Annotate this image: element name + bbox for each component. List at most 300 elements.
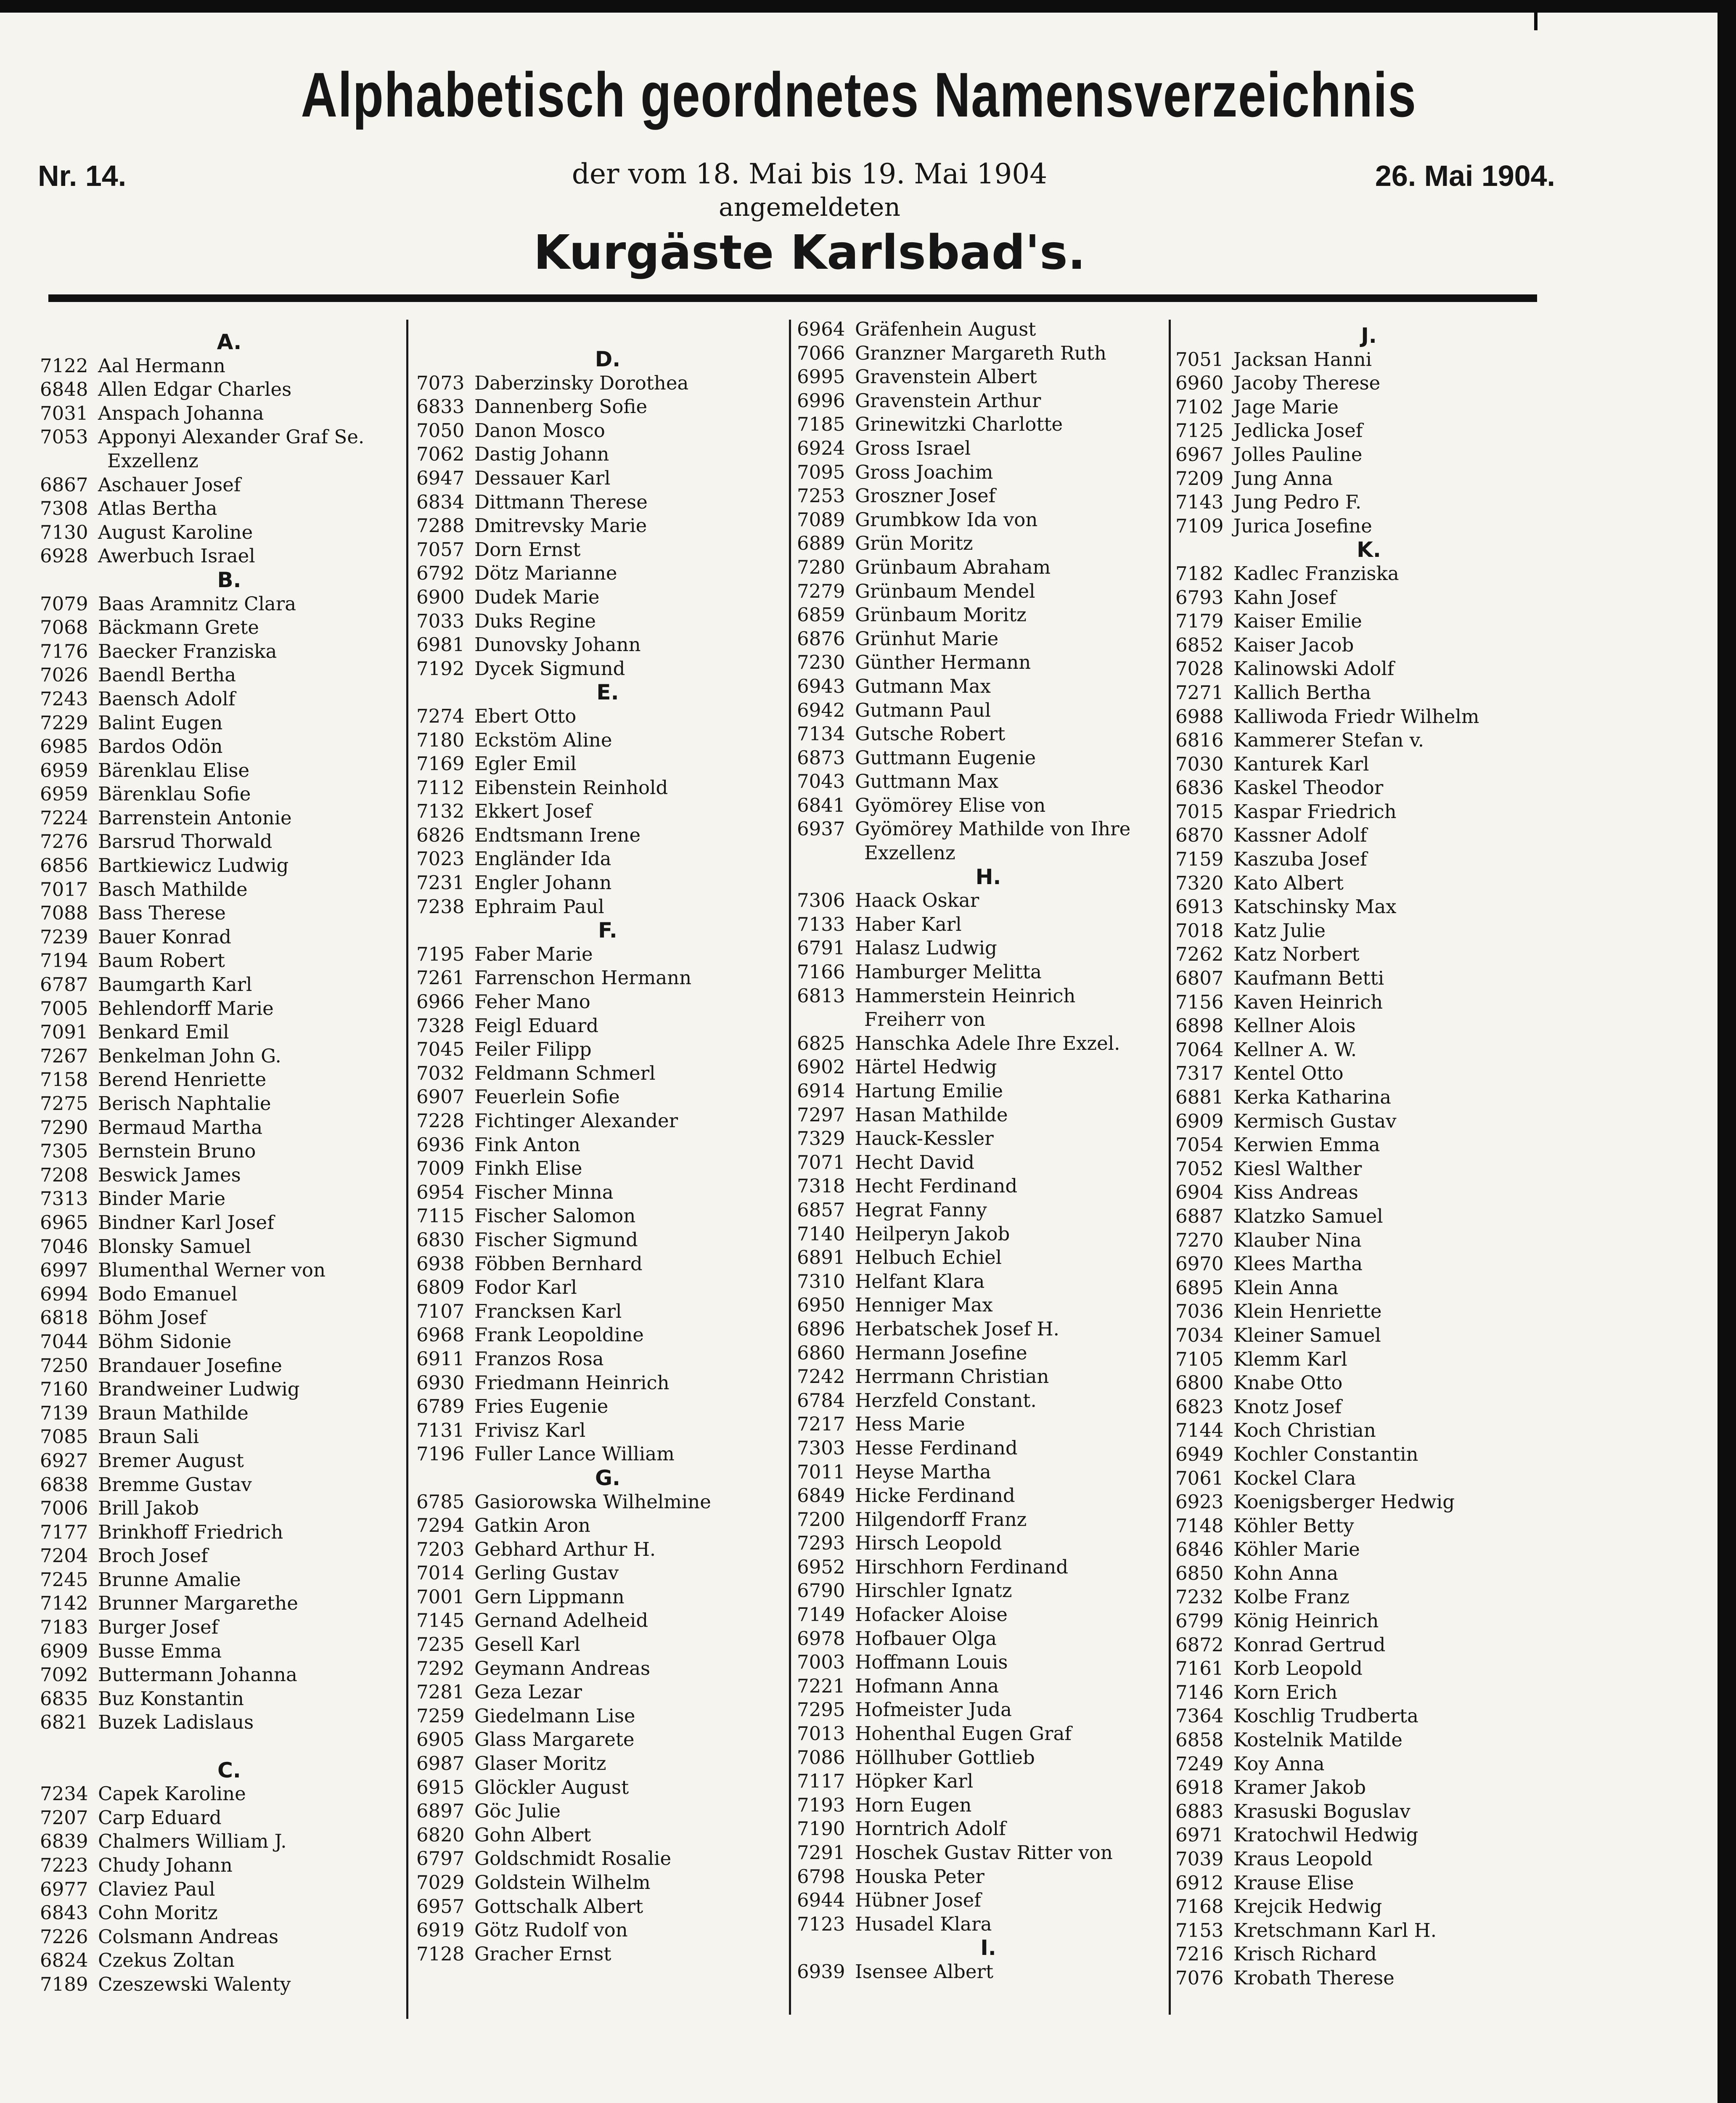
guest-entry (797, 1841, 1180, 1865)
guest-number: 6937 (797, 818, 845, 840)
guest-name: Feiler Filipp (474, 1038, 592, 1061)
guest-entry (416, 633, 799, 657)
guest-entry (416, 776, 799, 800)
guest-entry (40, 1044, 418, 1068)
guest-entry (40, 1711, 418, 1735)
guest-name: Engländer Ida (474, 848, 611, 870)
guest-number: 6954 (416, 1181, 465, 1203)
guest-name: Barrenstein Antonie (98, 806, 292, 829)
guest-name: Konrad Gertrud (1233, 1633, 1386, 1656)
guest-entry (1175, 443, 1562, 467)
guest-entry (797, 913, 1180, 937)
guest-entry (1175, 1110, 1562, 1134)
guest-number: 6873 (797, 746, 845, 769)
guest-name: Krause Elise (1233, 1871, 1354, 1894)
guest-entry (797, 1960, 1180, 1984)
guest-entry (40, 1425, 418, 1449)
guest-name: Cohn Moritz (98, 1902, 218, 1924)
guest-entry (797, 508, 1180, 532)
guest-name: Frank Leopoldine (474, 1324, 644, 1346)
guest-number: 6789 (416, 1395, 465, 1418)
guest-number: 6895 (1175, 1276, 1224, 1299)
guest-name: Klatzko Samuel (1233, 1205, 1383, 1227)
guest-name: Kraus Leopold (1233, 1848, 1373, 1870)
guest-entry (1175, 1371, 1562, 1395)
guest-name: Fichtinger Alexander (474, 1110, 678, 1132)
guest-entry (40, 1592, 418, 1616)
guest-name: Koy Anna (1233, 1752, 1325, 1775)
guest-number: 7033 (416, 609, 465, 632)
guest-number: 6836 (1175, 776, 1224, 799)
guest-number: 6876 (797, 627, 845, 650)
guest-number: 7160 (40, 1378, 88, 1401)
guest-entry (416, 871, 799, 895)
guest-number: 6938 (416, 1252, 465, 1275)
guest-number: 7018 (1175, 919, 1224, 942)
guest-number: 7249 (1175, 1752, 1224, 1775)
guest-name: Kahn Josef (1233, 586, 1336, 609)
guest-name: Herbatschek Josef H. (855, 1317, 1059, 1340)
guest-number: 7310 (797, 1270, 845, 1293)
guest-number: 7176 (40, 640, 88, 662)
guest-name: Geza Lezar (474, 1681, 582, 1703)
guest-number: 7044 (40, 1330, 88, 1353)
guest-number: 6858 (1175, 1729, 1224, 1751)
guest-entry (40, 1973, 418, 1997)
guest-name: Czekus Zoltan (98, 1949, 235, 1972)
guest-entry (416, 466, 799, 490)
guest-entry (416, 847, 799, 871)
guest-name: Hesse Ferdinand (855, 1436, 1018, 1459)
guest-name: Höpker Karl (855, 1770, 974, 1793)
guest-entry (1175, 1847, 1562, 1871)
guest-name: Kretschmann Karl H. (1233, 1919, 1437, 1941)
guest-entry (416, 585, 799, 609)
guest-entry (416, 1823, 799, 1847)
guest-name: Franzos Rosa (474, 1347, 604, 1370)
guest-name: Houska Peter (855, 1865, 984, 1888)
guest-number: 7032 (416, 1062, 465, 1084)
guest-entry (40, 997, 418, 1021)
header-rule (48, 294, 1537, 302)
guest-name: Jung Pedro F. (1233, 491, 1362, 514)
guest-name: Henniger Max (855, 1294, 993, 1316)
guest-number: 7297 (797, 1103, 845, 1126)
guest-number: 7295 (797, 1698, 845, 1721)
guest-name: Kalinowski Adolf (1233, 657, 1395, 680)
guest-name: Eibenstein Reinhold (474, 776, 668, 799)
guest-number: 7091 (40, 1021, 88, 1044)
guest-name: Brandweiner Ludwig (98, 1378, 300, 1401)
guest-number: 7086 (797, 1746, 845, 1769)
guest-entry (797, 1555, 1180, 1579)
guest-number: 7292 (416, 1657, 465, 1679)
guest-number: 6793 (1175, 586, 1224, 609)
page-title: Alphabetisch geordnetes Namensverzeichnis (301, 59, 1417, 130)
guest-name: Colsmann Andreas (98, 1925, 279, 1948)
guest-name: Czeszewski Walenty (98, 1973, 291, 1995)
guest-entry (40, 1068, 418, 1092)
guest-number: 6947 (416, 466, 465, 489)
guest-entry (797, 1222, 1180, 1246)
guest-entry (416, 1109, 799, 1133)
guest-entry (1175, 848, 1562, 871)
guest-entry (40, 782, 418, 806)
guest-entry-continuation (797, 1008, 1180, 1032)
guest-name: Engler Johann (474, 871, 612, 894)
guest-name: Burger Josef (98, 1616, 219, 1639)
guest-name: Hirsch Leopold (855, 1532, 1002, 1555)
guest-name: Böhm Josef (98, 1306, 206, 1329)
guest-number: 6784 (797, 1389, 845, 1412)
guest-number: 7230 (797, 651, 845, 674)
guest-name: Hofmann Anna (855, 1674, 999, 1697)
guest-name: Baumgarth Karl (98, 973, 252, 996)
guest-name: Krobath Therese (1233, 1966, 1395, 1989)
guest-name: Hecht David (855, 1151, 974, 1173)
guest-name: Hofacker Aloise (855, 1603, 1008, 1626)
guest-entry (40, 521, 418, 545)
guest-name: Knabe Otto (1233, 1372, 1343, 1394)
guest-name: Broch Josef (98, 1544, 208, 1567)
guest-entry (797, 1198, 1180, 1222)
guest-name: Kaiser Emilie (1233, 610, 1362, 633)
guest-number: 6900 (416, 585, 465, 608)
guest-number: 7223 (40, 1854, 88, 1876)
guest-entry (40, 425, 418, 449)
guest-entry (416, 1062, 799, 1086)
guest-entry (40, 1878, 418, 1902)
guest-name: Faber Marie (474, 943, 593, 965)
section-letter: K. (1357, 538, 1381, 562)
guest-name: Dastig Johann (474, 443, 609, 466)
guest-number: 7062 (416, 443, 465, 466)
guest-entry (416, 1228, 799, 1252)
guest-name: Danon Mosco (474, 419, 605, 442)
guest-name: Köhler Marie (1233, 1538, 1360, 1561)
guest-number: 6792 (416, 562, 465, 585)
section-letter: A. (217, 330, 242, 354)
guest-number: 7013 (797, 1722, 845, 1745)
guest-entry (1175, 1062, 1562, 1086)
guest-name: Brill Jakob (98, 1497, 199, 1520)
guest-name: Guttmann Max (855, 770, 999, 793)
guest-number: 6867 (40, 473, 88, 496)
guest-entry (40, 1925, 418, 1949)
guest-number: 7001 (416, 1585, 465, 1608)
guest-entry (797, 556, 1180, 580)
guest-number: 7052 (1175, 1157, 1224, 1180)
guest-number: 7234 (40, 1783, 88, 1805)
guest-entry (1175, 705, 1562, 729)
guest-name: Haber Karl (855, 913, 962, 935)
guest-number: 7145 (416, 1609, 465, 1632)
guest-entry (1175, 1395, 1562, 1419)
guest-number: 6905 (416, 1728, 465, 1751)
guest-number: 6949 (1175, 1443, 1224, 1465)
guest-entry (416, 1609, 799, 1633)
guest-name: Goldstein Wilhelm (474, 1871, 651, 1894)
guest-name: Hirschler Ignatz (855, 1579, 1012, 1602)
guest-number: 7243 (40, 687, 88, 710)
guest-entry (40, 1116, 418, 1140)
section-letter: D. (595, 347, 621, 371)
guest-number: 7320 (1175, 871, 1224, 894)
guest-entry (40, 711, 418, 735)
guest-number: 7179 (1175, 610, 1224, 633)
guest-entry (416, 1752, 799, 1776)
guest-number: 6849 (797, 1484, 845, 1507)
guest-entry (1175, 1942, 1562, 1966)
guest-name: Kohn Anna (1233, 1562, 1339, 1584)
guest-number: 6857 (797, 1198, 845, 1221)
guest-name: Finkh Elise (474, 1157, 582, 1180)
guest-name: Hübner Josef (855, 1889, 981, 1912)
guest-name: Grünbaum Mendel (855, 580, 1035, 602)
guest-number: 7158 (40, 1068, 88, 1091)
names-column-4 (1175, 324, 1562, 1990)
guest-name: Egler Emil (474, 752, 577, 775)
guest-name: Duks Regine (474, 609, 596, 632)
guest-name: Härtel Hedwig (855, 1056, 997, 1078)
kurgaeste-heading: Kurgäste Karlsbad's. (533, 225, 1086, 280)
guest-entry (1175, 1585, 1562, 1609)
guest-number: 6835 (40, 1687, 88, 1710)
guest-entry (40, 592, 418, 616)
guest-number: 6813 (797, 984, 845, 1007)
guest-entry (1175, 1181, 1562, 1205)
guest-name: Herzfeld Constant. (855, 1389, 1037, 1412)
guest-entry (416, 1442, 799, 1466)
guest-name: Bartkiewicz Ludwig (98, 854, 289, 877)
guest-number: 7306 (797, 889, 845, 912)
section-letter: J. (1361, 323, 1377, 348)
guest-number: 6918 (1175, 1776, 1224, 1799)
guest-number: 6833 (416, 395, 465, 418)
guest-number: 6799 (1175, 1610, 1224, 1632)
guest-name: Braun Sali (98, 1425, 199, 1448)
guest-name: Gernand Adelheid (474, 1609, 648, 1632)
guest-number: 7053 (40, 426, 88, 448)
guest-entry (416, 1561, 799, 1585)
guest-number: 7005 (40, 997, 88, 1020)
guest-name: Kaiser Jacob (1233, 633, 1354, 656)
guest-number: 7209 (1175, 467, 1224, 490)
guest-number: 6924 (797, 437, 845, 459)
guest-name: Chalmers William J. (98, 1830, 287, 1853)
guest-name: Giedelmann Lise (474, 1704, 635, 1727)
guest-number: 7156 (1175, 991, 1224, 1013)
guest-entry (797, 984, 1180, 1008)
guest-entry (797, 1698, 1180, 1722)
guest-number: 6846 (1175, 1538, 1224, 1561)
guest-name: Allen Edgar Charles (98, 378, 292, 401)
guest-number: 6872 (1175, 1633, 1224, 1656)
guest-number: 6897 (416, 1800, 465, 1822)
guest-name: Heilperyn Jakob (855, 1222, 1010, 1245)
guest-number: 7238 (416, 895, 465, 918)
guest-entry (416, 1014, 799, 1038)
guest-name: Koschlig Trudberta (1233, 1705, 1418, 1727)
guest-number: 7290 (40, 1116, 88, 1139)
guest-number: 6970 (1175, 1253, 1224, 1275)
guest-name: Buz Konstantin (98, 1687, 244, 1710)
guest-entry (416, 943, 799, 967)
guest-number: 6821 (40, 1711, 88, 1734)
guest-number: 7046 (40, 1235, 88, 1258)
guest-entry (797, 1603, 1180, 1627)
guest-number: 6944 (797, 1889, 845, 1912)
publication-date: 26. Mai 1904. (1375, 159, 1555, 192)
guest-entry (40, 1782, 418, 1806)
guest-number: 7279 (797, 580, 845, 602)
guest-number: 6964 (797, 318, 845, 340)
guest-number: 6909 (1175, 1110, 1224, 1132)
guest-number: 6809 (416, 1276, 465, 1299)
guest-name: Kammerer Stefan v. (1233, 729, 1424, 752)
guest-name: Bäckmann Grete (98, 616, 259, 639)
guest-number: 7250 (40, 1354, 88, 1377)
guest-name: Kalliwoda Friedr Wilhelm (1233, 705, 1479, 728)
guest-entry (1175, 1086, 1562, 1110)
guest-number: 7148 (1175, 1514, 1224, 1537)
guest-entry (797, 1484, 1180, 1508)
guest-number: 6830 (416, 1228, 465, 1251)
guest-entry (797, 580, 1180, 604)
guest-entry (797, 675, 1180, 699)
guest-entry (40, 640, 418, 664)
guest-entry (40, 473, 418, 497)
guest-name: Goldschmidt Rosalie (474, 1847, 672, 1870)
guest-entry (1175, 800, 1562, 824)
guest-name: Grünbaum Moritz (855, 604, 1027, 626)
guest-name: Granzner Margareth Ruth (855, 342, 1106, 364)
guest-name: Binder Marie (98, 1187, 226, 1210)
guest-number: 6907 (416, 1086, 465, 1108)
guest-number: 7253 (797, 485, 845, 507)
guest-number: 6915 (416, 1776, 465, 1798)
guest-number: 7217 (797, 1413, 845, 1436)
guest-number: 7039 (1175, 1848, 1224, 1870)
guest-entry (40, 925, 418, 949)
guest-number: 6898 (1175, 1014, 1224, 1037)
guest-entry (40, 1663, 418, 1687)
guest-name: Hasan Mathilde (855, 1103, 1008, 1126)
guest-name: Kaven Heinrich (1233, 991, 1383, 1013)
guest-entry (797, 1389, 1180, 1413)
guest-entry (40, 1330, 418, 1354)
guest-number: 6919 (416, 1919, 465, 1941)
guest-number: 6928 (40, 545, 88, 567)
guest-name: Klein Anna (1233, 1276, 1339, 1299)
guest-name: Gebhard Arthur H. (474, 1538, 656, 1560)
guest-number: 6987 (416, 1752, 465, 1775)
guest-entry (40, 1139, 418, 1163)
guest-number: 7195 (416, 943, 465, 965)
guest-number: 7026 (40, 664, 88, 686)
guest-name: Brunner Margarethe (98, 1592, 298, 1615)
guest-entry (797, 746, 1180, 770)
guest-name: Isensee Albert (855, 1960, 994, 1983)
guest-number: 7190 (797, 1817, 845, 1840)
guest-entry (1175, 943, 1562, 967)
guest-number: 6904 (1175, 1181, 1224, 1204)
guest-entry (1175, 419, 1562, 443)
guest-number: 6996 (797, 389, 845, 412)
guest-name: Grumbkow Ida von (855, 508, 1038, 531)
guest-number: 7085 (40, 1425, 88, 1448)
guest-number: 7123 (797, 1912, 845, 1935)
guest-number: 6839 (40, 1830, 88, 1853)
guest-entry (1175, 1467, 1562, 1491)
guest-entry (1175, 1681, 1562, 1705)
guest-entry (416, 1847, 799, 1871)
guest-number: 7076 (1175, 1966, 1224, 1989)
guest-entry (40, 973, 418, 997)
guest-entry (40, 354, 418, 378)
guest-entry (40, 687, 418, 711)
guest-number: 6807 (1175, 967, 1224, 990)
guest-name: Hegrat Fanny (855, 1198, 987, 1221)
guest-name: Glaser Moritz (474, 1752, 606, 1775)
guest-entry (40, 878, 418, 902)
guest-name: Hauck-Kessler (855, 1127, 994, 1150)
guest-name: Freiherr von (864, 1008, 986, 1031)
guest-entry (40, 663, 418, 687)
guest-entry (797, 1127, 1180, 1151)
guest-number: 7308 (40, 497, 88, 520)
guest-entry (1175, 395, 1562, 419)
guest-name: Bodo Emanuel (98, 1282, 238, 1305)
guest-entry (797, 1531, 1180, 1555)
guest-entry (797, 889, 1180, 913)
guest-number: 7139 (40, 1401, 88, 1424)
guest-number: 7242 (797, 1365, 845, 1388)
guest-number: 6834 (416, 490, 465, 513)
guest-name: Jolles Pauline (1233, 443, 1363, 466)
guest-number: 7189 (40, 1973, 88, 1995)
guest-name: Halasz Ludwig (855, 937, 997, 959)
guest-entry (797, 1793, 1180, 1817)
guest-entry (40, 735, 418, 759)
guest-entry (1175, 1157, 1562, 1181)
guest-name: Feuerlein Sofie (474, 1086, 620, 1108)
guest-name: Grinewitzki Charlotte (855, 413, 1063, 436)
guest-name: Hecht Ferdinand (855, 1175, 1018, 1197)
guest-entry (1175, 1562, 1562, 1586)
guest-name: Fischer Minna (474, 1181, 614, 1203)
guest-name: Capek Karoline (98, 1783, 246, 1805)
guest-name: Basch Mathilde (98, 878, 248, 901)
guest-name: Horntrich Adolf (855, 1817, 1006, 1840)
guest-entry (416, 728, 799, 752)
guest-entry (797, 699, 1180, 723)
guest-number: 7045 (416, 1038, 465, 1061)
guest-entry (416, 1419, 799, 1443)
guest-number: 7102 (1175, 395, 1224, 418)
guest-number: 6860 (797, 1341, 845, 1364)
guest-number: 7142 (40, 1592, 88, 1615)
guest-number: 6891 (797, 1246, 845, 1269)
guest-entry (40, 378, 418, 402)
guest-number: 7153 (1175, 1919, 1224, 1941)
guest-entry (797, 936, 1180, 960)
guest-name: Awerbuch Israel (98, 545, 255, 567)
guest-name: Baas Aramnitz Clara (98, 592, 296, 615)
guest-entry (40, 1306, 418, 1330)
guest-name: Gravenstein Albert (855, 366, 1037, 388)
guest-name: Bremme Gustav (98, 1473, 252, 1496)
